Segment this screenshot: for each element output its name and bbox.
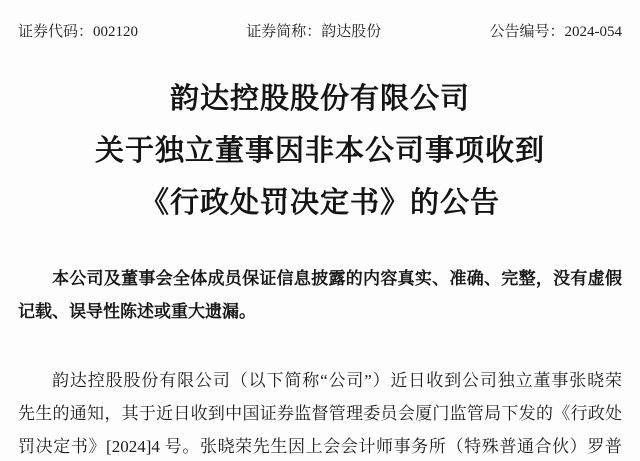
disclaimer-line-1: 本公司及董事会全体成员保证信息披露的内容真实、准确、完整，没有虚假: [52, 269, 622, 288]
body-line-2: 先生的通知，其于近日收到中国证券监督管理委员会厦门监管局下发的《行政处: [18, 404, 622, 423]
stock-short-name: 证券简称：韵达股份: [246, 24, 382, 40]
announcement-number: 公告编号：2024-054: [489, 24, 622, 40]
title-subject-line: 关于独立董事因非本公司事项收到: [94, 135, 545, 167]
title-document-type: 《行政处罚决定书》的公告: [139, 187, 500, 219]
stock-code: 证券代码：002120: [18, 24, 139, 40]
body-paragraph: [18, 364, 622, 461]
announcement-title: [18, 73, 622, 229]
document-header-row: [18, 22, 622, 42]
disclaimer-paragraph: [18, 262, 622, 328]
title-company-name: 韵达控股股份有限公司: [169, 83, 470, 115]
body-line-3: 罚决定书》[2024]4 号。张晓荣先生因上会会计师事务所（特殊普通合伙）罗普: [18, 437, 622, 456]
body-line-1: 韵达控股股份有限公司（以下简称“公司”）近日收到公司独立董事张晓荣: [52, 371, 622, 390]
disclaimer-line-2: 记载、误导性陈述或重大遗漏。: [18, 302, 256, 321]
